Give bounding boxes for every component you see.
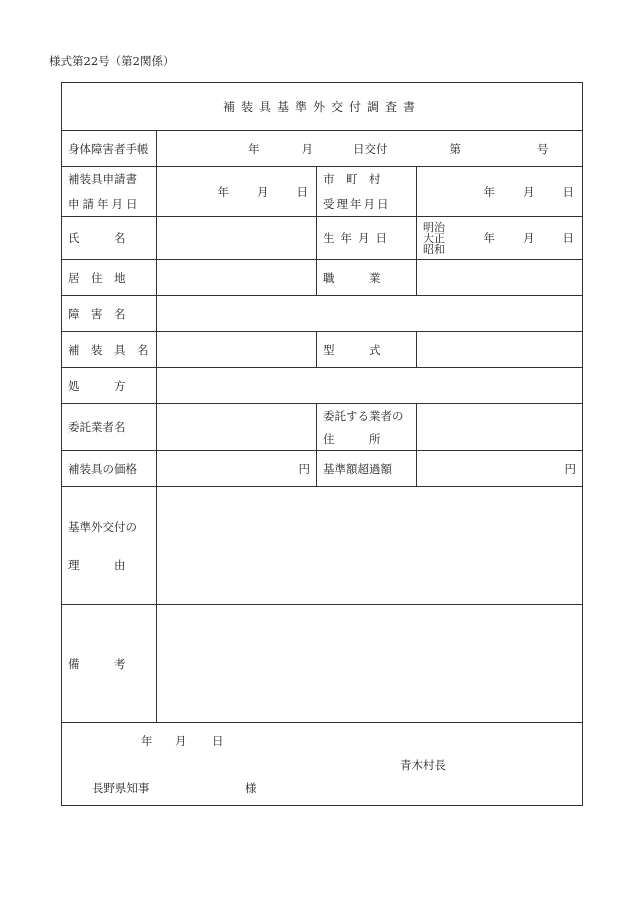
model-label: 型 式 [317,332,417,368]
address-label: 居 住 地 [62,260,157,296]
receipt-day: 日 [562,184,575,199]
contractor-address-label [317,404,417,451]
form-title: 補装具基準外交付調査書 [62,83,583,131]
job-label: 職 業 [317,260,417,296]
excess-field[interactable] [417,451,583,487]
reason-label-line1: 基準外交付の [68,519,137,534]
reason-field[interactable] [157,487,583,605]
era-options [423,222,445,255]
excess-label: 基準額超過額 [317,451,417,487]
model-field[interactable] [417,332,583,368]
birth-month: 月 [523,231,535,245]
remarks-field[interactable] [157,605,583,723]
prescription-label: 処 方 [62,368,157,404]
remarks-label: 備 考 [62,605,157,723]
era-taisho: 大正 [423,231,445,245]
name-label: 氏 名 [62,217,157,260]
device-label: 補 装 具 名 [62,332,157,368]
device-field[interactable] [157,332,317,368]
reason-label-line2: 理 由 [68,557,126,572]
birth-field[interactable] [417,217,583,260]
techo-dai: 第 [449,141,461,156]
techo-issue-day: 日交付 [353,141,388,156]
disability-label: 障 害 名 [62,296,157,332]
techo-go: 号 [537,141,549,156]
era-meiji: 明治 [423,220,445,234]
address-field[interactable] [157,260,317,296]
receipt-date-field[interactable] [417,167,583,217]
apply-label-line1: 補装具申請書 [68,172,137,187]
prescription-field[interactable] [157,368,583,404]
price-label: 補装具の価格 [62,451,157,487]
techo-year: 年 [248,141,260,156]
techo-month: 月 [301,141,313,156]
birth-label: 生年月日 [317,217,417,260]
contractor-addr-line2: 住 所 [323,431,381,446]
signature-block [62,723,583,806]
contractor-label: 委託業者名 [62,404,157,451]
recipient-honorific: 様 [245,781,257,795]
footer-day: 日 [212,734,224,748]
contractor-address-field[interactable] [417,404,583,451]
form-id: 様式第22号（第2関係） [49,54,175,68]
receipt-year: 年 [483,184,496,199]
job-field[interactable] [417,260,583,296]
receipt-label-line2: 受理年月日 [323,196,391,211]
contractor-addr-line1: 委託する業者の [323,408,404,423]
techo-field[interactable] [157,131,583,167]
excess-unit: 円 [564,461,577,476]
receipt-month: 月 [523,184,535,199]
apply-year: 年 [217,184,229,199]
recipient-name: 長野県知事 [92,781,150,795]
footer-year: 年 [141,734,153,748]
issuer-name: 青木村長 [400,758,446,772]
apply-date-label [62,167,157,217]
apply-month: 月 [257,184,269,199]
apply-label-line2: 申請年月日 [68,196,141,211]
reason-label [62,487,157,605]
price-unit: 円 [298,461,310,476]
disability-field[interactable] [157,296,583,332]
contractor-field[interactable] [157,404,317,451]
techo-label: 身体障害者手帳 [62,131,157,167]
birth-day: 日 [562,231,575,245]
survey-form-table [61,82,583,806]
footer-month: 月 [175,734,187,748]
era-showa: 昭和 [423,242,445,256]
apply-day: 日 [296,184,308,199]
birth-year: 年 [483,231,496,245]
apply-date-field[interactable] [157,167,317,217]
name-field[interactable] [157,217,317,260]
receipt-label-line1: 市 町 村 [323,172,381,187]
receipt-date-label [317,167,417,217]
price-field[interactable] [157,451,317,487]
